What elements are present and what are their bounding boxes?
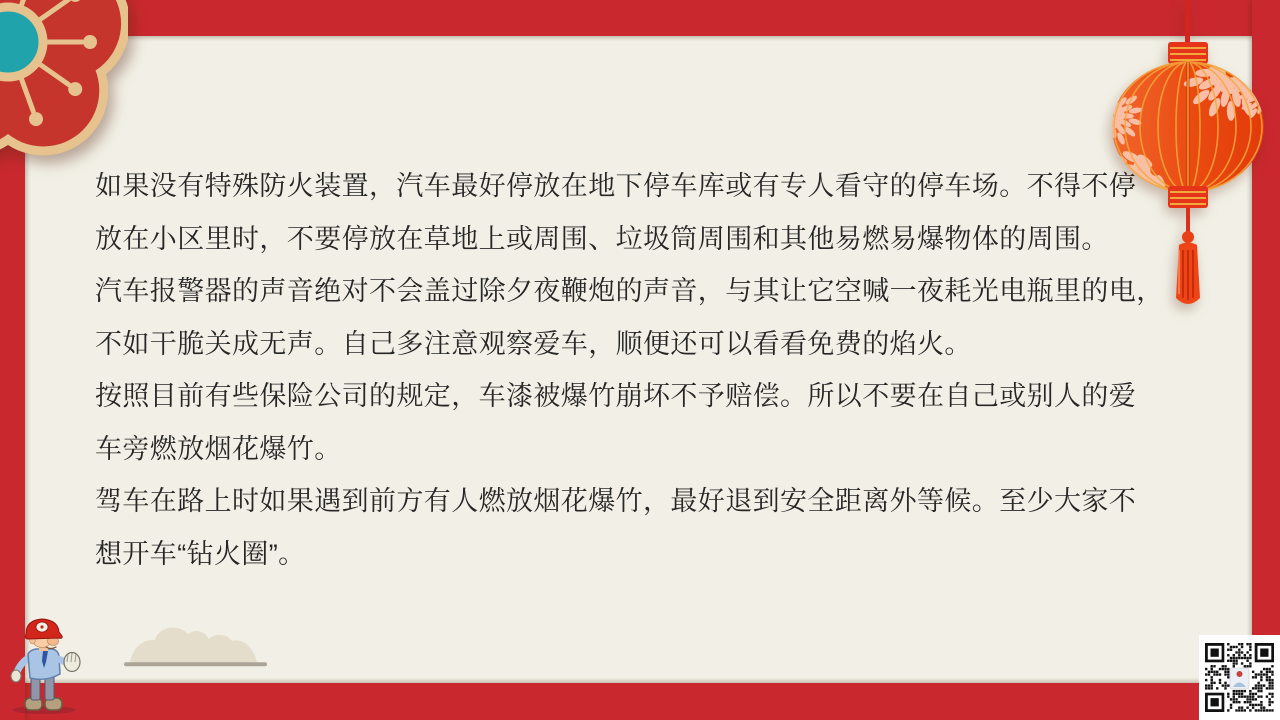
plum-blossom-icon [0, 0, 128, 162]
text-line: 不如干脆关成无声。自己多注意观察爱车，顺便还可以看看免费的焰火。 [95, 328, 972, 359]
text-line: 按照目前有些保险公司的规定，车漆被爆竹崩坏不予赔偿。所以不要在自己或别人的爱 [95, 381, 1137, 411]
qr-code [1199, 635, 1280, 720]
text-line: 车旁燃放烟花爆竹。 [95, 433, 342, 464]
text-line: 汽车报警器的声音绝对不会盖过除夕夜鞭炮的声音，与其让它空喊一夜耗光电瓶里的电， [95, 276, 1164, 306]
text-line: 驾车在路上时如果遇到前方有人燃放烟花爆竹，最好退到安全距离外等候。至少大家不 [95, 486, 1137, 516]
cloud-icon [122, 617, 272, 669]
firefighter-mascot-icon [4, 612, 84, 714]
text-line: 如果没有特殊防火装置，汽车最好停放在地下停车库或有专人看守的停车场。不得不停 [95, 171, 1137, 201]
frame-bottom-border [0, 683, 1280, 720]
text-line: 想开车“钻火圈”。 [95, 538, 306, 569]
frame-top-border [0, 0, 1280, 36]
text-line: 放在小区里时，不要停放在草地上或周围、垃圾筒周围和其他易燃易爆物体的周围。 [95, 223, 1109, 254]
body-text [95, 160, 1164, 580]
lantern-icon [1098, 0, 1278, 320]
